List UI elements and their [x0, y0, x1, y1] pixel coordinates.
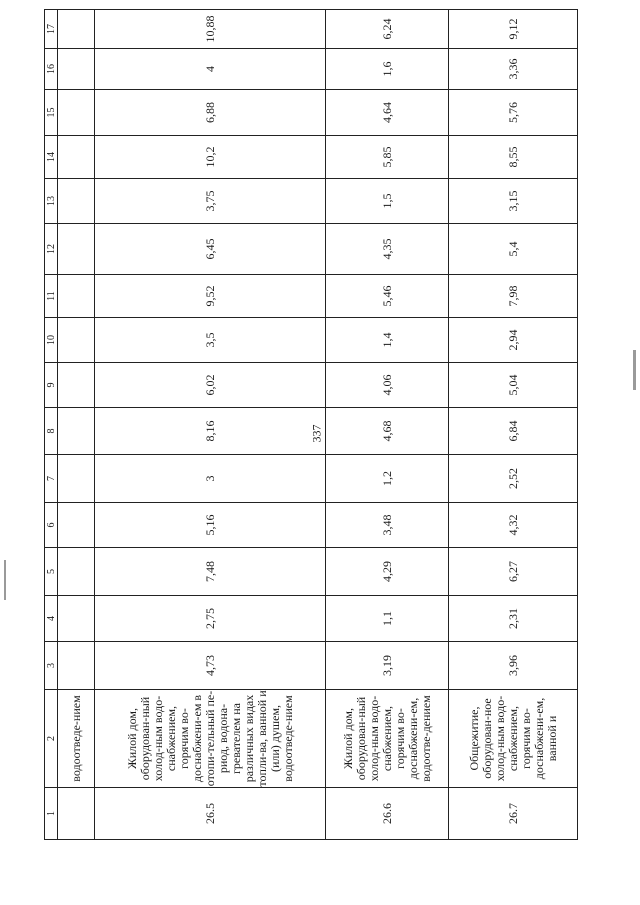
table-cell	[58, 455, 95, 503]
column-number: 11	[45, 275, 58, 318]
column-number: 7	[45, 455, 58, 503]
column-number: 12	[45, 224, 58, 275]
table-cell	[58, 408, 95, 455]
table-cell	[58, 275, 95, 318]
value-cell: 1,1	[326, 596, 449, 642]
table-row	[449, 10, 578, 840]
value-cell: 2,75	[95, 596, 326, 642]
value-cell: 5,46	[326, 275, 449, 318]
value-cell: 9,52	[95, 275, 326, 318]
value-cell: 6,02	[95, 363, 326, 408]
value-cell: 6,88	[95, 90, 326, 136]
value-cell: 2,52	[449, 455, 578, 503]
tariff-table-frame	[44, 15, 574, 840]
value-cell: 4	[95, 49, 326, 90]
value-cell: 7,98	[449, 275, 578, 318]
row-description: Жилой дом, оборудован-ный холод-ным водо-снабжением, горячим во-доснабжени-ем в отопи-тельный пе-риод, водона-гревателем на различных видах топли-ва, ванной и (или) душем, водоотведе-нием	[95, 690, 326, 788]
value-cell: 6,27	[449, 548, 578, 596]
column-number: 14	[45, 136, 58, 179]
row-code: 26.7	[449, 788, 578, 840]
value-cell: 6,45	[95, 224, 326, 275]
value-cell: 1,5	[326, 179, 449, 224]
column-number-row	[45, 10, 58, 840]
value-cell: 3,96	[449, 642, 578, 690]
value-cell: 3	[95, 455, 326, 503]
value-cell: 6,84	[449, 408, 578, 455]
row-code: 26.5	[95, 788, 326, 840]
table-row	[326, 10, 449, 840]
table-cell	[58, 642, 95, 690]
column-number: 10	[45, 318, 58, 363]
value-cell: 3,5	[95, 318, 326, 363]
value-cell: 4,64	[326, 90, 449, 136]
value-cell: 5,85	[326, 136, 449, 179]
value-cell: 1,6	[326, 49, 449, 90]
column-number: 4	[45, 596, 58, 642]
scan-artifact-mark	[633, 350, 636, 390]
value-cell: 1,4	[326, 318, 449, 363]
scan-artifact-mark	[4, 560, 6, 600]
tariff-table	[44, 9, 578, 840]
table-cell	[58, 224, 95, 275]
value-cell: 1,2	[326, 455, 449, 503]
value-cell: 8,16	[95, 408, 326, 455]
value-cell: 5,16	[95, 503, 326, 548]
value-cell: 3,15	[449, 179, 578, 224]
row-code: 26.6	[326, 788, 449, 840]
value-cell: 4,06	[326, 363, 449, 408]
table-cell	[58, 788, 95, 840]
row-description: Жилой дом, оборудован-ный холод-ным водо-снабжением, горячим во-доснабжени-ем, водоотве-дением	[326, 690, 449, 788]
value-cell: 2,94	[449, 318, 578, 363]
value-cell: 3,36	[449, 49, 578, 90]
value-cell: 3,48	[326, 503, 449, 548]
value-cell: 9,12	[449, 10, 578, 49]
column-number: 13	[45, 179, 58, 224]
table-cell	[58, 503, 95, 548]
table-cell	[58, 10, 95, 49]
column-number: 16	[45, 49, 58, 90]
value-cell: 5,76	[449, 90, 578, 136]
column-number: 3	[45, 642, 58, 690]
value-cell: 4,35	[326, 224, 449, 275]
value-cell: 5,4	[449, 224, 578, 275]
value-cell: 4,68	[326, 408, 449, 455]
value-cell: 6,24	[326, 10, 449, 49]
column-number: 8	[45, 408, 58, 455]
column-number: 17	[45, 10, 58, 49]
column-number: 2	[45, 690, 58, 788]
value-cell: 10,2	[95, 136, 326, 179]
value-cell: 3,19	[326, 642, 449, 690]
table-cell	[58, 179, 95, 224]
table-cell	[58, 596, 95, 642]
column-number: 1	[45, 788, 58, 840]
value-cell: 4,29	[326, 548, 449, 596]
table-cell	[58, 318, 95, 363]
value-cell: 7,48	[95, 548, 326, 596]
table-cell	[58, 49, 95, 90]
column-number: 5	[45, 548, 58, 596]
table-cell	[58, 90, 95, 136]
column-number: 6	[45, 503, 58, 548]
continuation-text: водоотведе-нием	[58, 690, 95, 788]
value-cell: 4,73	[95, 642, 326, 690]
value-cell: 8,55	[449, 136, 578, 179]
table-cell	[58, 363, 95, 408]
table-row	[95, 10, 326, 840]
page-number-text: 337	[309, 424, 324, 442]
value-cell: 4,32	[449, 503, 578, 548]
table-cell	[58, 548, 95, 596]
value-cell: 3,75	[95, 179, 326, 224]
table-cell	[58, 136, 95, 179]
row-description: Общежитие, оборудован-ное холод-ным водо-снабжением, горячим во-доснабжени-ем, ванной и	[449, 690, 578, 788]
column-number: 9	[45, 363, 58, 408]
value-cell: 10,88	[95, 10, 326, 49]
column-number: 15	[45, 90, 58, 136]
value-cell: 2,31	[449, 596, 578, 642]
value-cell: 5,04	[449, 363, 578, 408]
continuation-row	[58, 10, 95, 840]
